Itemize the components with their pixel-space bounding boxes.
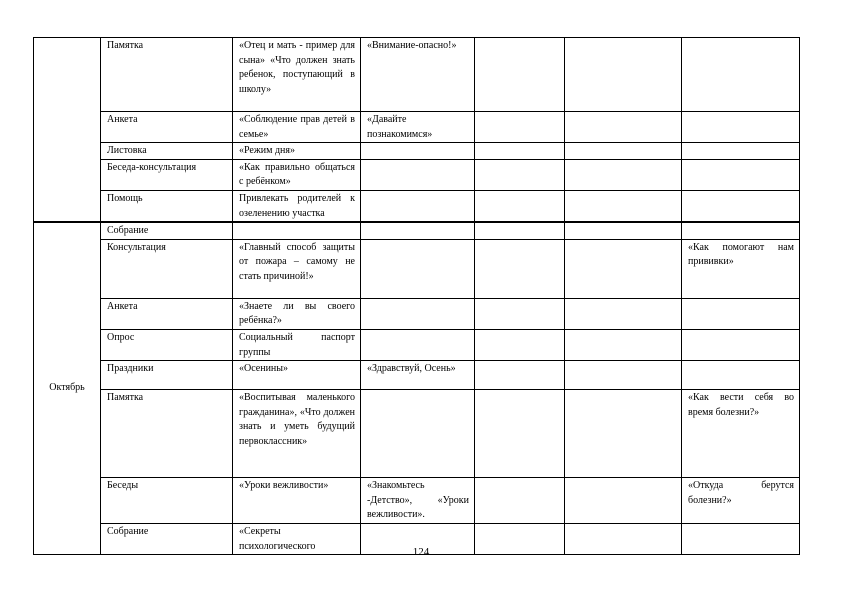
- empty-cell: [475, 190, 565, 222]
- health-cell: [682, 143, 800, 160]
- topic-cell: «Как правильно общаться с ребёнком»: [233, 159, 361, 190]
- form-cell: Памятка: [101, 390, 233, 478]
- activity-plan-table: [33, 37, 800, 555]
- empty-cell: [475, 159, 565, 190]
- table-row: [34, 222, 800, 239]
- month-cell-october: Октябрь: [34, 222, 101, 554]
- event-cell: [361, 222, 475, 239]
- form-cell: Беседа-консультация: [101, 159, 233, 190]
- health-cell: «Как вести себя во время болезни?»: [682, 390, 800, 478]
- event-cell: [361, 390, 475, 478]
- form-cell: Праздники: [101, 361, 233, 390]
- form-cell: Собрание: [101, 523, 233, 554]
- empty-cell: [565, 190, 682, 222]
- empty-cell: [475, 143, 565, 160]
- topic-cell: «Осенины»: [233, 361, 361, 390]
- empty-cell: [565, 222, 682, 239]
- empty-cell: [565, 298, 682, 329]
- event-cell: «Здравствуй, Осень»: [361, 361, 475, 390]
- empty-cell: [565, 390, 682, 478]
- health-cell: [682, 190, 800, 222]
- event-cell: [361, 190, 475, 222]
- health-cell: [682, 329, 800, 360]
- empty-cell: [475, 361, 565, 390]
- table-row: [34, 239, 800, 298]
- empty-cell: [475, 298, 565, 329]
- table-row: [34, 112, 800, 143]
- table-row: [34, 159, 800, 190]
- empty-cell: [475, 239, 565, 298]
- empty-cell: [565, 159, 682, 190]
- topic-cell: «Соблюдение прав детей в семье»: [233, 112, 361, 143]
- health-cell: «Откуда берутся болезни?»: [682, 478, 800, 524]
- form-cell: Опрос: [101, 329, 233, 360]
- topic-cell: «Режим дня»: [233, 143, 361, 160]
- event-cell: [361, 329, 475, 360]
- form-cell: Листовка: [101, 143, 233, 160]
- page-number: 124: [412, 546, 430, 558]
- empty-cell: [475, 38, 565, 112]
- form-cell: Помощь: [101, 190, 233, 222]
- table-row: [34, 38, 800, 112]
- table-row: [34, 478, 800, 524]
- empty-cell: [475, 390, 565, 478]
- empty-cell: [565, 112, 682, 143]
- health-cell: [682, 112, 800, 143]
- month-cell-previous: [34, 38, 101, 223]
- event-cell: [361, 159, 475, 190]
- empty-cell: [565, 478, 682, 524]
- empty-cell: [475, 478, 565, 524]
- form-cell: Консультация: [101, 239, 233, 298]
- empty-cell: [475, 112, 565, 143]
- topic-cell: «Уроки вежливости»: [233, 478, 361, 524]
- topic-cell: «Знаете ли вы своего ребёнка?»: [233, 298, 361, 329]
- event-cell: [361, 143, 475, 160]
- topic-cell: [233, 222, 361, 239]
- topic-cell: «Главный способ защиты от пожара – самому не стать причиной!»: [233, 239, 361, 298]
- event-cell: «Внимание-опасно!»: [361, 38, 475, 112]
- health-cell: [682, 159, 800, 190]
- health-cell: [682, 38, 800, 112]
- health-cell: «Как помогают нам прививки»: [682, 239, 800, 298]
- form-cell: Анкета: [101, 112, 233, 143]
- health-cell: [682, 298, 800, 329]
- table-row: [34, 361, 800, 390]
- form-cell: Памятка: [101, 38, 233, 112]
- topic-cell: Социальный паспорт группы: [233, 329, 361, 360]
- empty-cell: [565, 143, 682, 160]
- empty-cell: [565, 38, 682, 112]
- topic-cell: Привлекать родителей к озеленению участка: [233, 190, 361, 222]
- topic-cell: «Секреты психологического: [233, 523, 361, 554]
- event-cell: [361, 239, 475, 298]
- empty-cell: [475, 329, 565, 360]
- event-cell: [361, 298, 475, 329]
- empty-cell: [475, 222, 565, 239]
- event-cell: «Знакомьтесь -Детство», «Уроки вежливости».: [361, 478, 475, 524]
- empty-cell: [565, 361, 682, 390]
- event-cell: «Давайте познакомимся»: [361, 112, 475, 143]
- table-row: [34, 190, 800, 222]
- empty-cell: [565, 329, 682, 360]
- form-cell: Анкета: [101, 298, 233, 329]
- table-row: [34, 143, 800, 160]
- empty-cell: [565, 239, 682, 298]
- form-cell: Беседы: [101, 478, 233, 524]
- health-cell: [682, 222, 800, 239]
- health-cell: [682, 361, 800, 390]
- table-row: [34, 329, 800, 360]
- topic-cell: «Воспитывая маленького гражданина», «Что должен знать и уметь будущий первоклассник»: [233, 390, 361, 478]
- topic-cell: «Отец и мать - пример для сына» «Что должен знать ребенок, поступающий в школу»: [233, 38, 361, 112]
- table-row: [34, 298, 800, 329]
- table-row: [34, 390, 800, 478]
- form-cell: Собрание: [101, 222, 233, 239]
